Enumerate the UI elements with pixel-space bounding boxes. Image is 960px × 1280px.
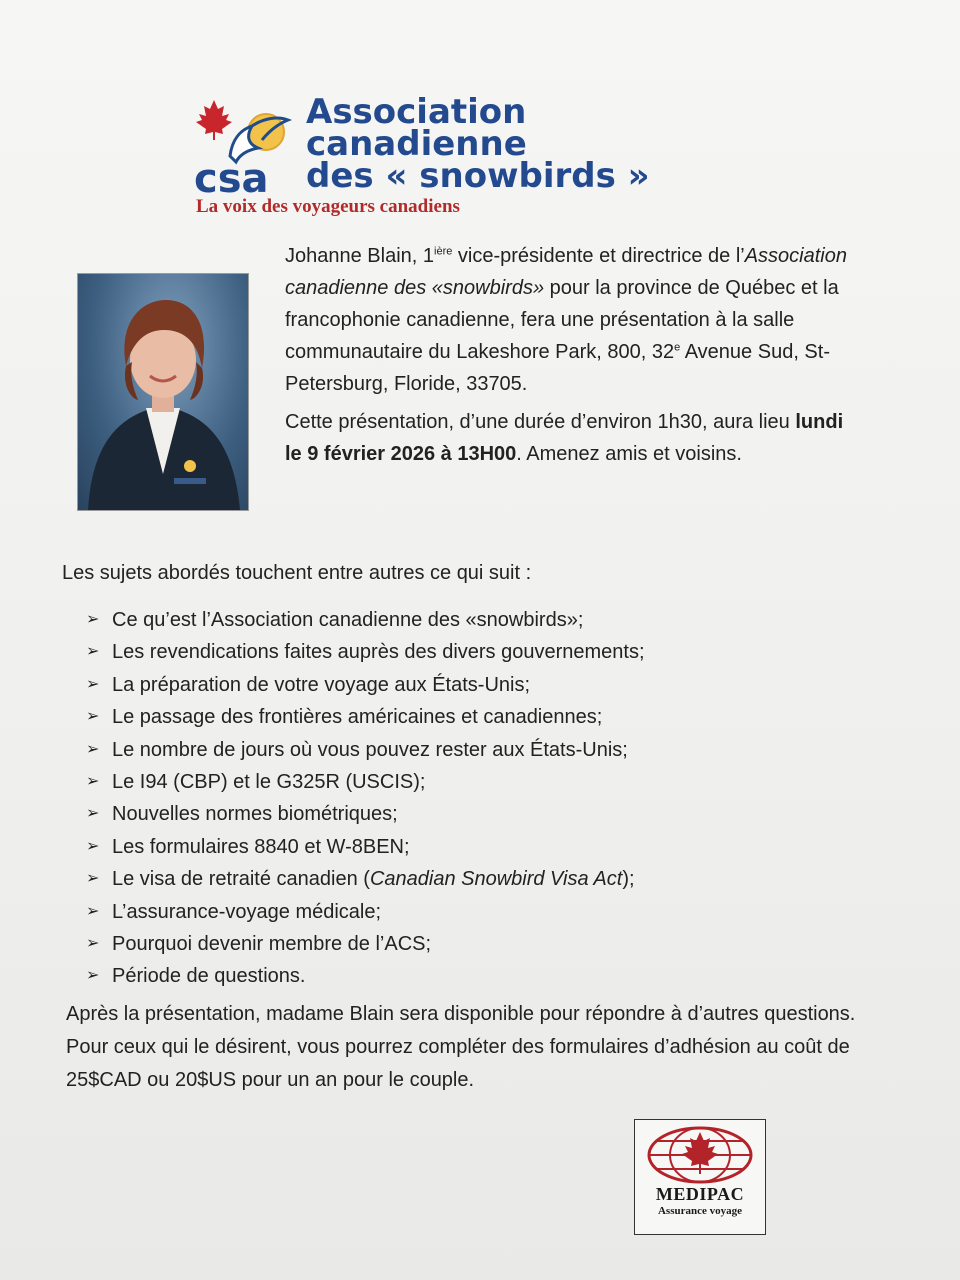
maple-leaf-icon [196, 100, 232, 140]
arrow-bullet-icon: ➢ [86, 837, 100, 855]
arrow-bullet-icon: ➢ [86, 902, 100, 920]
presenter-paragraph: Johanne Blain, $1^{ière}$ vice-présidente et directrice de l’Association canadienne des «snowbirds» pour la province de Québec et la francophonie canadienne, fera une présentation à la salle communautaire du Lakeshore Park, 800, 32e Avenue Sud, St-Petersburg, Floride, 33705. [285, 245, 847, 395]
list-item: ➢ Le I94 (CBP) et le G325R (USCIS); [86, 766, 645, 798]
arrow-bullet-icon: ➢ [86, 967, 100, 985]
tagline: La voix des voyageurs canadiens [196, 196, 460, 217]
topics-list [86, 604, 645, 993]
arrow-bullet-icon: ➢ [86, 643, 100, 661]
list-item: ➢ Nouvelles normes biométriques; [86, 798, 645, 830]
closing-paragraph: Après la présentation, madame Blain sera disponible pour répondre à d’autres questions. Pour ceux qui le désirent, vous pourrez compléter des formulaires d’adhésion au coût de 25$CAD ou 20$US pour un an pour le couple. [66, 1003, 856, 1091]
list-item: ➢ La préparation de votre voyage aux États-Unis; [86, 669, 645, 701]
list-item: ➢ L’assurance-voyage médicale; [86, 896, 645, 928]
sponsor-name: MEDIPAC [655, 1184, 745, 1204]
list-item: ➢ Le nombre de jours où vous pouvez rester aux États-Unis; [86, 734, 645, 766]
list-item: ➢ Le passage des frontières américaines et canadiennes; [86, 701, 645, 733]
arrow-bullet-icon: ➢ [86, 611, 100, 628]
org-name-line3: des « snowbirds » [306, 156, 650, 196]
arrow-bullet-icon: ➢ [86, 708, 100, 726]
arrow-bullet-icon: ➢ [86, 805, 100, 823]
csa-emblem-icon [192, 96, 302, 196]
arrow-bullet-icon: ➢ [86, 870, 100, 888]
org-name-line2: canadienne [306, 124, 527, 164]
topics-heading: Les sujets abordés touchent entre autres ce qui suit : [62, 562, 532, 584]
event-date: lundi le 9 février 2026 à 13H00 [285, 411, 844, 465]
sponsor-subtitle: Assurance voyage [657, 1205, 743, 1217]
list-item: ➢ Pourquoi devenir membre de l’ACS; [86, 928, 645, 960]
portrait-photo [78, 274, 248, 510]
list-item: ➢ Période de questions. [86, 960, 645, 992]
arrow-bullet-icon: ➢ [86, 675, 100, 693]
csa-logo [192, 92, 650, 226]
globe-maple-icon [647, 1126, 753, 1184]
list-item: ➢ Les revendications faites auprès des divers gouvernements; [86, 636, 645, 668]
list-item: ➢ Le visa de retraité canadien ( Canadian Snowbird Visa Act ); [86, 863, 645, 895]
medipac-logo [634, 1119, 766, 1235]
svg-text:csa: csa [194, 156, 269, 196]
intro-text [285, 240, 860, 470]
arrow-bullet-icon: ➢ [86, 740, 100, 758]
arrow-bullet-icon: ➢ [86, 935, 100, 953]
list-item: ➢ Les formulaires 8840 et W-8BEN; [86, 831, 645, 863]
arrow-bullet-icon: ➢ [86, 773, 100, 791]
list-item: ➢ Ce qu’est l’Association canadienne des «snowbirds»; [86, 604, 645, 636]
event-paragraph: Cette présentation, d’une durée d’environ 1h30, aura lieu lundi le 9 février 2026 à 13H00. Amenez amis et voisins. [285, 411, 844, 465]
org-name-line1: Association [306, 92, 527, 132]
organization-name [306, 92, 650, 196]
